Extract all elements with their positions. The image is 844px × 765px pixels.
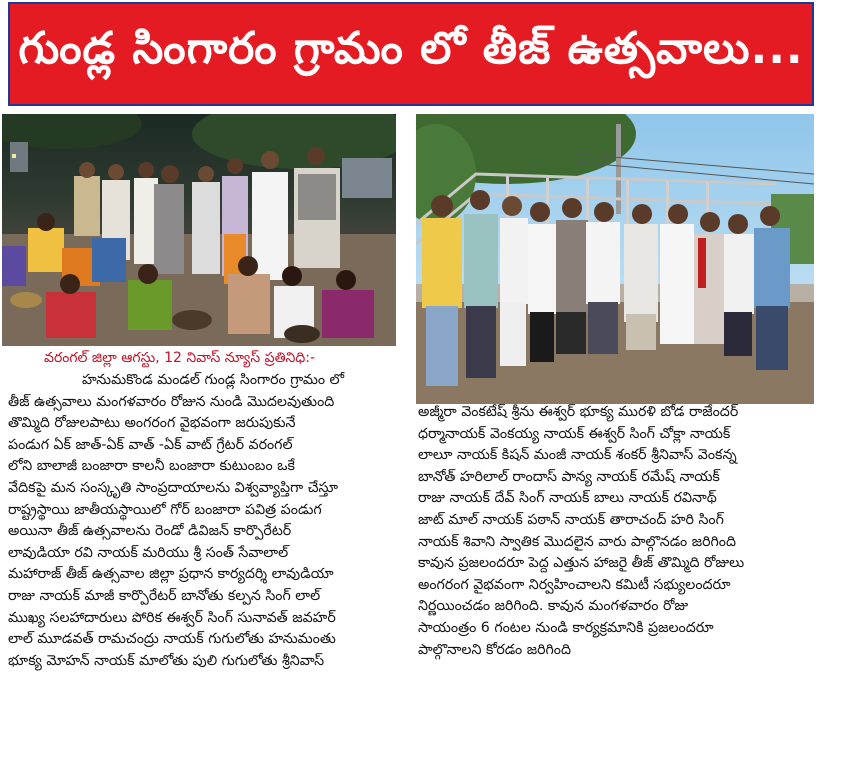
article-line: మహారాజ్ తీజ్ ఉత్సవాల జిల్లా ప్రధాన కార్యదర్శి లావుడియా bbox=[8, 566, 334, 583]
article-line: అజ్మీరా వెంకటేష్ శ్రీను ఈశ్వర్ భూక్య మురళి బోడ రాజేందర్ bbox=[418, 404, 739, 420]
photo-group-outdoors bbox=[416, 114, 814, 404]
article-line: నిర్ణయించడం జరిగింది. కావున మంగళవారం రోజు bbox=[418, 598, 689, 615]
headline: గుండ్ల సింగారం గ్రామం లో తీజ్ ఉత్సవాలు... bbox=[18, 23, 804, 74]
article-line: పాల్గొనాలని కోరడం జరిగింది bbox=[418, 641, 572, 658]
article-line: వేదికపై మన సంస్కృతి సాంప్రదాయాలను విశ్వవ్యాప్తిగా చేస్తూ bbox=[8, 479, 338, 496]
article-line: రాజు నాయక్ మాజీ కార్పొరేటర్ బానోతు కల్పన సింగ్ లాల్ bbox=[8, 587, 321, 604]
article-line: రాజు నాయక్ దేవ్ సింగ్ నాయక్ బాలు నాయక్ రవినాథ్ bbox=[418, 490, 717, 507]
article-line: అంగరంగ వైభవంగా నిర్వహించాలని కమిటీ సభ్యులందరూ bbox=[418, 576, 731, 593]
article-line: హనుమకొండ మండల్ గుండ్ల సింగారం గ్రామం లో bbox=[82, 372, 345, 388]
article-line: నాయక్ శివాని స్వాతిక మొదలైన వారు పాల్గొనడం జరిగింది bbox=[418, 533, 736, 550]
photo-night-ritual bbox=[2, 114, 396, 346]
article-line: ధర్మానాయక్ వెంకయ్య నాయక్ ఈశ్వర్ సింగ్ చోక్లా నాయక్ bbox=[418, 425, 731, 442]
article-right-column bbox=[418, 402, 812, 661]
article-line: బానోత్ హరిలాల్ రాందాస్ పాన్య నాయక్ రమేష్ నాయక్ bbox=[418, 468, 720, 485]
article-line: జాట్ మాల్ నాయక్ పఠాన్ నాయక్ తారాచంద్ హరి సింగ్ bbox=[418, 511, 724, 528]
article-line: లావుడియా రవి నాయక్ మరియు శ్రీ సంత్ సేవాలాల్ bbox=[8, 544, 289, 561]
dateline: వరంగల్ జిల్లా ఆగస్టు, 12 నివాస్ న్యూస్ ప్రతినిధి:- bbox=[44, 350, 316, 366]
article-line: పండుగ ఏక్ జాత్-ఏక్ వాత్ -ఏక్ వాట్ గ్రేటర్ వరంగల్ bbox=[8, 436, 293, 453]
article-line: సాయంత్రం 6 గంటల నుండి కార్యక్రమానికి ప్రజలందరూ bbox=[418, 619, 714, 636]
article-line: కావున ప్రజలందరూ పెద్ద ఎత్తున హాజరై తీజ్ తొమ్మిది రోజులు bbox=[418, 555, 745, 572]
headline-banner bbox=[8, 2, 814, 106]
article-line: తొమ్మిది రోజులపాటు అంగరంగ వైభవంగా జరుపుకునే bbox=[8, 415, 296, 432]
article-left-column bbox=[8, 370, 398, 672]
article-line: తీజ్ ఉత్సవాలు మంగళవారం రోజున నుండి మొదలవుతుంది bbox=[8, 393, 335, 410]
article-line: ముఖ్య సలహాదారులు పోరిక ఈశ్వర్ సింగ్ సునావత్ జవహర్ bbox=[8, 609, 336, 626]
article-line: లోని బాలాజీ బంజారా కాలనీ బంజారా కుటుంబం ఒకే bbox=[8, 458, 295, 475]
article-line: లాలూ నాయక్ కిషన్ మంజీ నాయక్ శంకర్ శ్రీనివాస్ వెంకన్న bbox=[418, 447, 737, 464]
article-line: అయినా తీజ్ ఉత్సవాలను రెండో డివిజన్ కార్పొరేటర్ bbox=[8, 523, 292, 540]
article-line: లాల్ మూడవత్ రామచంద్రు నాయక్ గుగులోతు హనుమంతు bbox=[8, 631, 336, 648]
article-line: రాష్ట్రస్థాయి జాతీయస్థాయిలో గోర్ బంజారా పవిత్ర పండుగ bbox=[8, 501, 322, 518]
article-line: భూక్య మోహన్ నాయక్ మాలోతు పులి గుగులోతు శ్రీనివాస్ bbox=[8, 652, 325, 669]
